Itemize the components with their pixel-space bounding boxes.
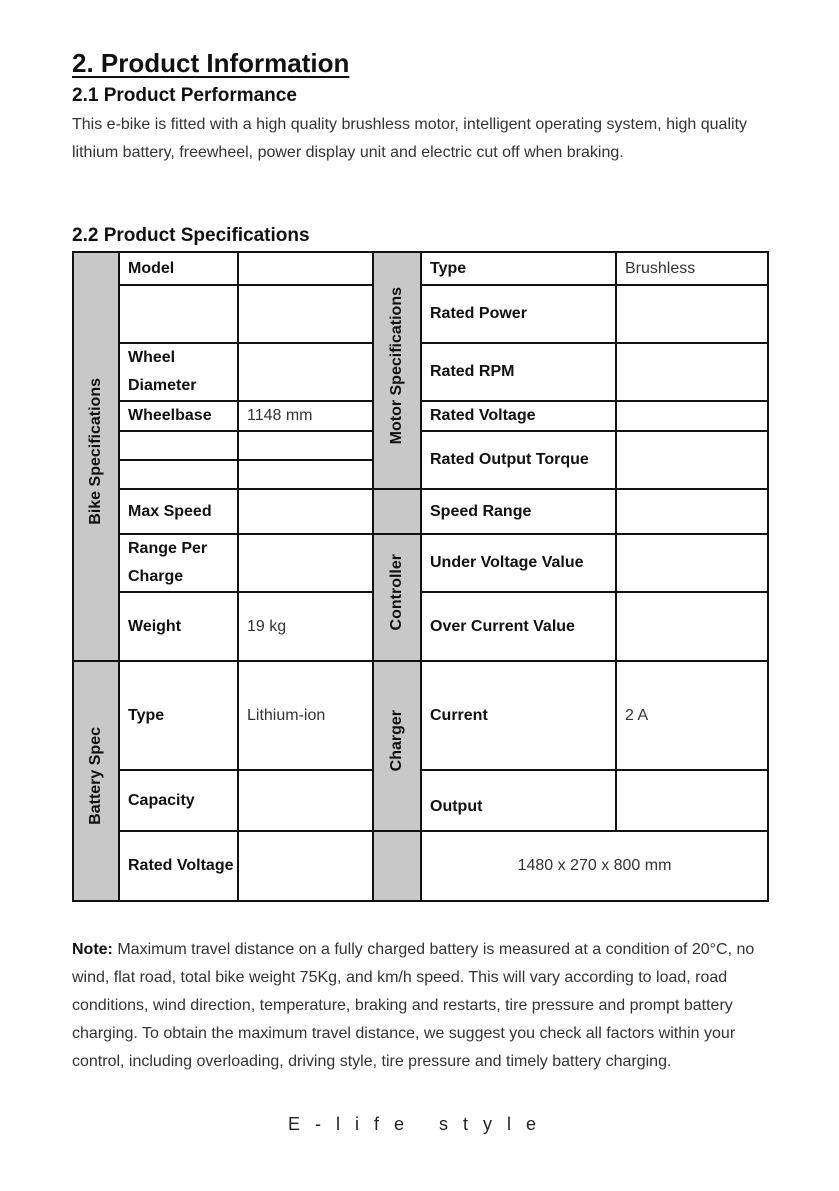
performance-text: This e-bike is fitted with a high quality brushless motor, intelligent operating system, high quality lithium battery, freewheel, power display unit and electric cut off when braking.	[72, 116, 748, 161]
section-title: 2. Product Information	[72, 48, 350, 78]
table-row	[73, 431, 768, 460]
bike-wheelbase-value: 1148 mm	[238, 401, 373, 431]
table-row	[73, 489, 768, 534]
table-row	[73, 661, 768, 770]
note-label: Note:	[72, 941, 113, 958]
bike-wheel-value	[238, 343, 373, 401]
bike-model-label: Model	[119, 252, 238, 285]
charger-current-label: Current	[421, 661, 616, 770]
bike-wheelbase-label: Wheelbase	[119, 401, 238, 431]
dimensions-group-cell	[373, 831, 421, 901]
table-row	[73, 831, 768, 901]
performance-heading: 2.1 Product Performance	[72, 85, 297, 106]
bike-maxspeed-label: Max Speed	[119, 489, 238, 534]
battery-group-label: Battery Spec	[73, 661, 119, 901]
battery-capacity-label: Capacity	[119, 770, 238, 831]
table-row	[73, 401, 768, 431]
table-row	[73, 252, 768, 285]
bike-model-value	[238, 252, 373, 285]
motor-type-value: Brushless	[616, 252, 768, 285]
charger-output-value	[616, 770, 768, 831]
motor-speedrange-label: Speed Range	[421, 489, 616, 534]
motor-type-label: Type	[421, 252, 616, 285]
bike-empty-cell	[238, 285, 373, 343]
table-row	[73, 592, 768, 661]
motor-torque-value	[616, 431, 768, 489]
bike-empty-cell	[119, 460, 238, 489]
charger-current-value: 2 A	[616, 661, 768, 770]
motor-voltage-label: Rated Voltage	[421, 401, 616, 431]
ctrl-overcurrent-label: Over Current Value	[421, 592, 616, 661]
footer-brand: E-life style	[287, 1114, 552, 1134]
charger-output-label: Output	[421, 770, 616, 831]
bike-empty-cell	[119, 431, 238, 460]
bike-weight-value: 19 kg	[238, 592, 373, 661]
battery-voltage-value	[238, 831, 373, 901]
ctrl-overcurrent-value	[616, 592, 768, 661]
motor-torque-label: Rated Output Torque	[421, 431, 616, 489]
bike-range-value	[238, 534, 373, 592]
dimensions-value: 1480 x 270 x 800 mm	[421, 831, 768, 901]
bike-empty-cell	[238, 431, 373, 460]
table-row	[73, 343, 768, 401]
spec-table	[72, 251, 769, 902]
motor-group-label: Motor Specifications	[373, 252, 421, 489]
battery-type-value: Lithium-ion	[238, 661, 373, 770]
note-text: Maximum travel distance on a fully charged battery is measured at a condition of 20°C, no wind, flat road, total bike weight 75Kg, and km/h speed. This will vary according to load, road conditions, wind direction, temperature, braking and restarts, tire pressure and prompt battery charging. To obtain the maximum travel distance, we suggest you check all factors within your control, including overloading, driving style, tire pressure and timely battery charging.	[72, 941, 755, 1070]
motor-speedrange-value	[616, 489, 768, 534]
table-row	[73, 285, 768, 343]
ctrl-undervoltage-value	[616, 534, 768, 592]
bike-maxspeed-value	[238, 489, 373, 534]
controller-group-label: Controller	[373, 534, 421, 661]
charger-group-label: Charger	[373, 661, 421, 831]
motor-rpm-value	[616, 343, 768, 401]
motor-group-extension	[373, 489, 421, 534]
motor-voltage-value	[616, 401, 768, 431]
motor-power-value	[616, 285, 768, 343]
bike-weight-label: Weight	[119, 592, 238, 661]
bike-group-label: Bike Specifications	[73, 252, 119, 661]
table-row	[73, 534, 768, 592]
battery-type-label: Type	[119, 661, 238, 770]
bike-wheel-label: Wheel Diameter	[119, 343, 238, 401]
bike-empty-cell	[238, 460, 373, 489]
bike-range-label: Range Per Charge	[119, 534, 238, 592]
motor-power-label: Rated Power	[421, 285, 616, 343]
battery-capacity-value	[238, 770, 373, 831]
specs-heading: 2.2 Product Specifications	[72, 225, 310, 246]
battery-voltage-label: Rated Voltage	[119, 831, 238, 901]
note	[72, 936, 772, 1076]
motor-rpm-label: Rated RPM	[421, 343, 616, 401]
bike-empty-cell	[119, 285, 238, 343]
ctrl-undervoltage-label: Under Voltage Value	[421, 534, 616, 592]
table-row	[73, 770, 768, 831]
